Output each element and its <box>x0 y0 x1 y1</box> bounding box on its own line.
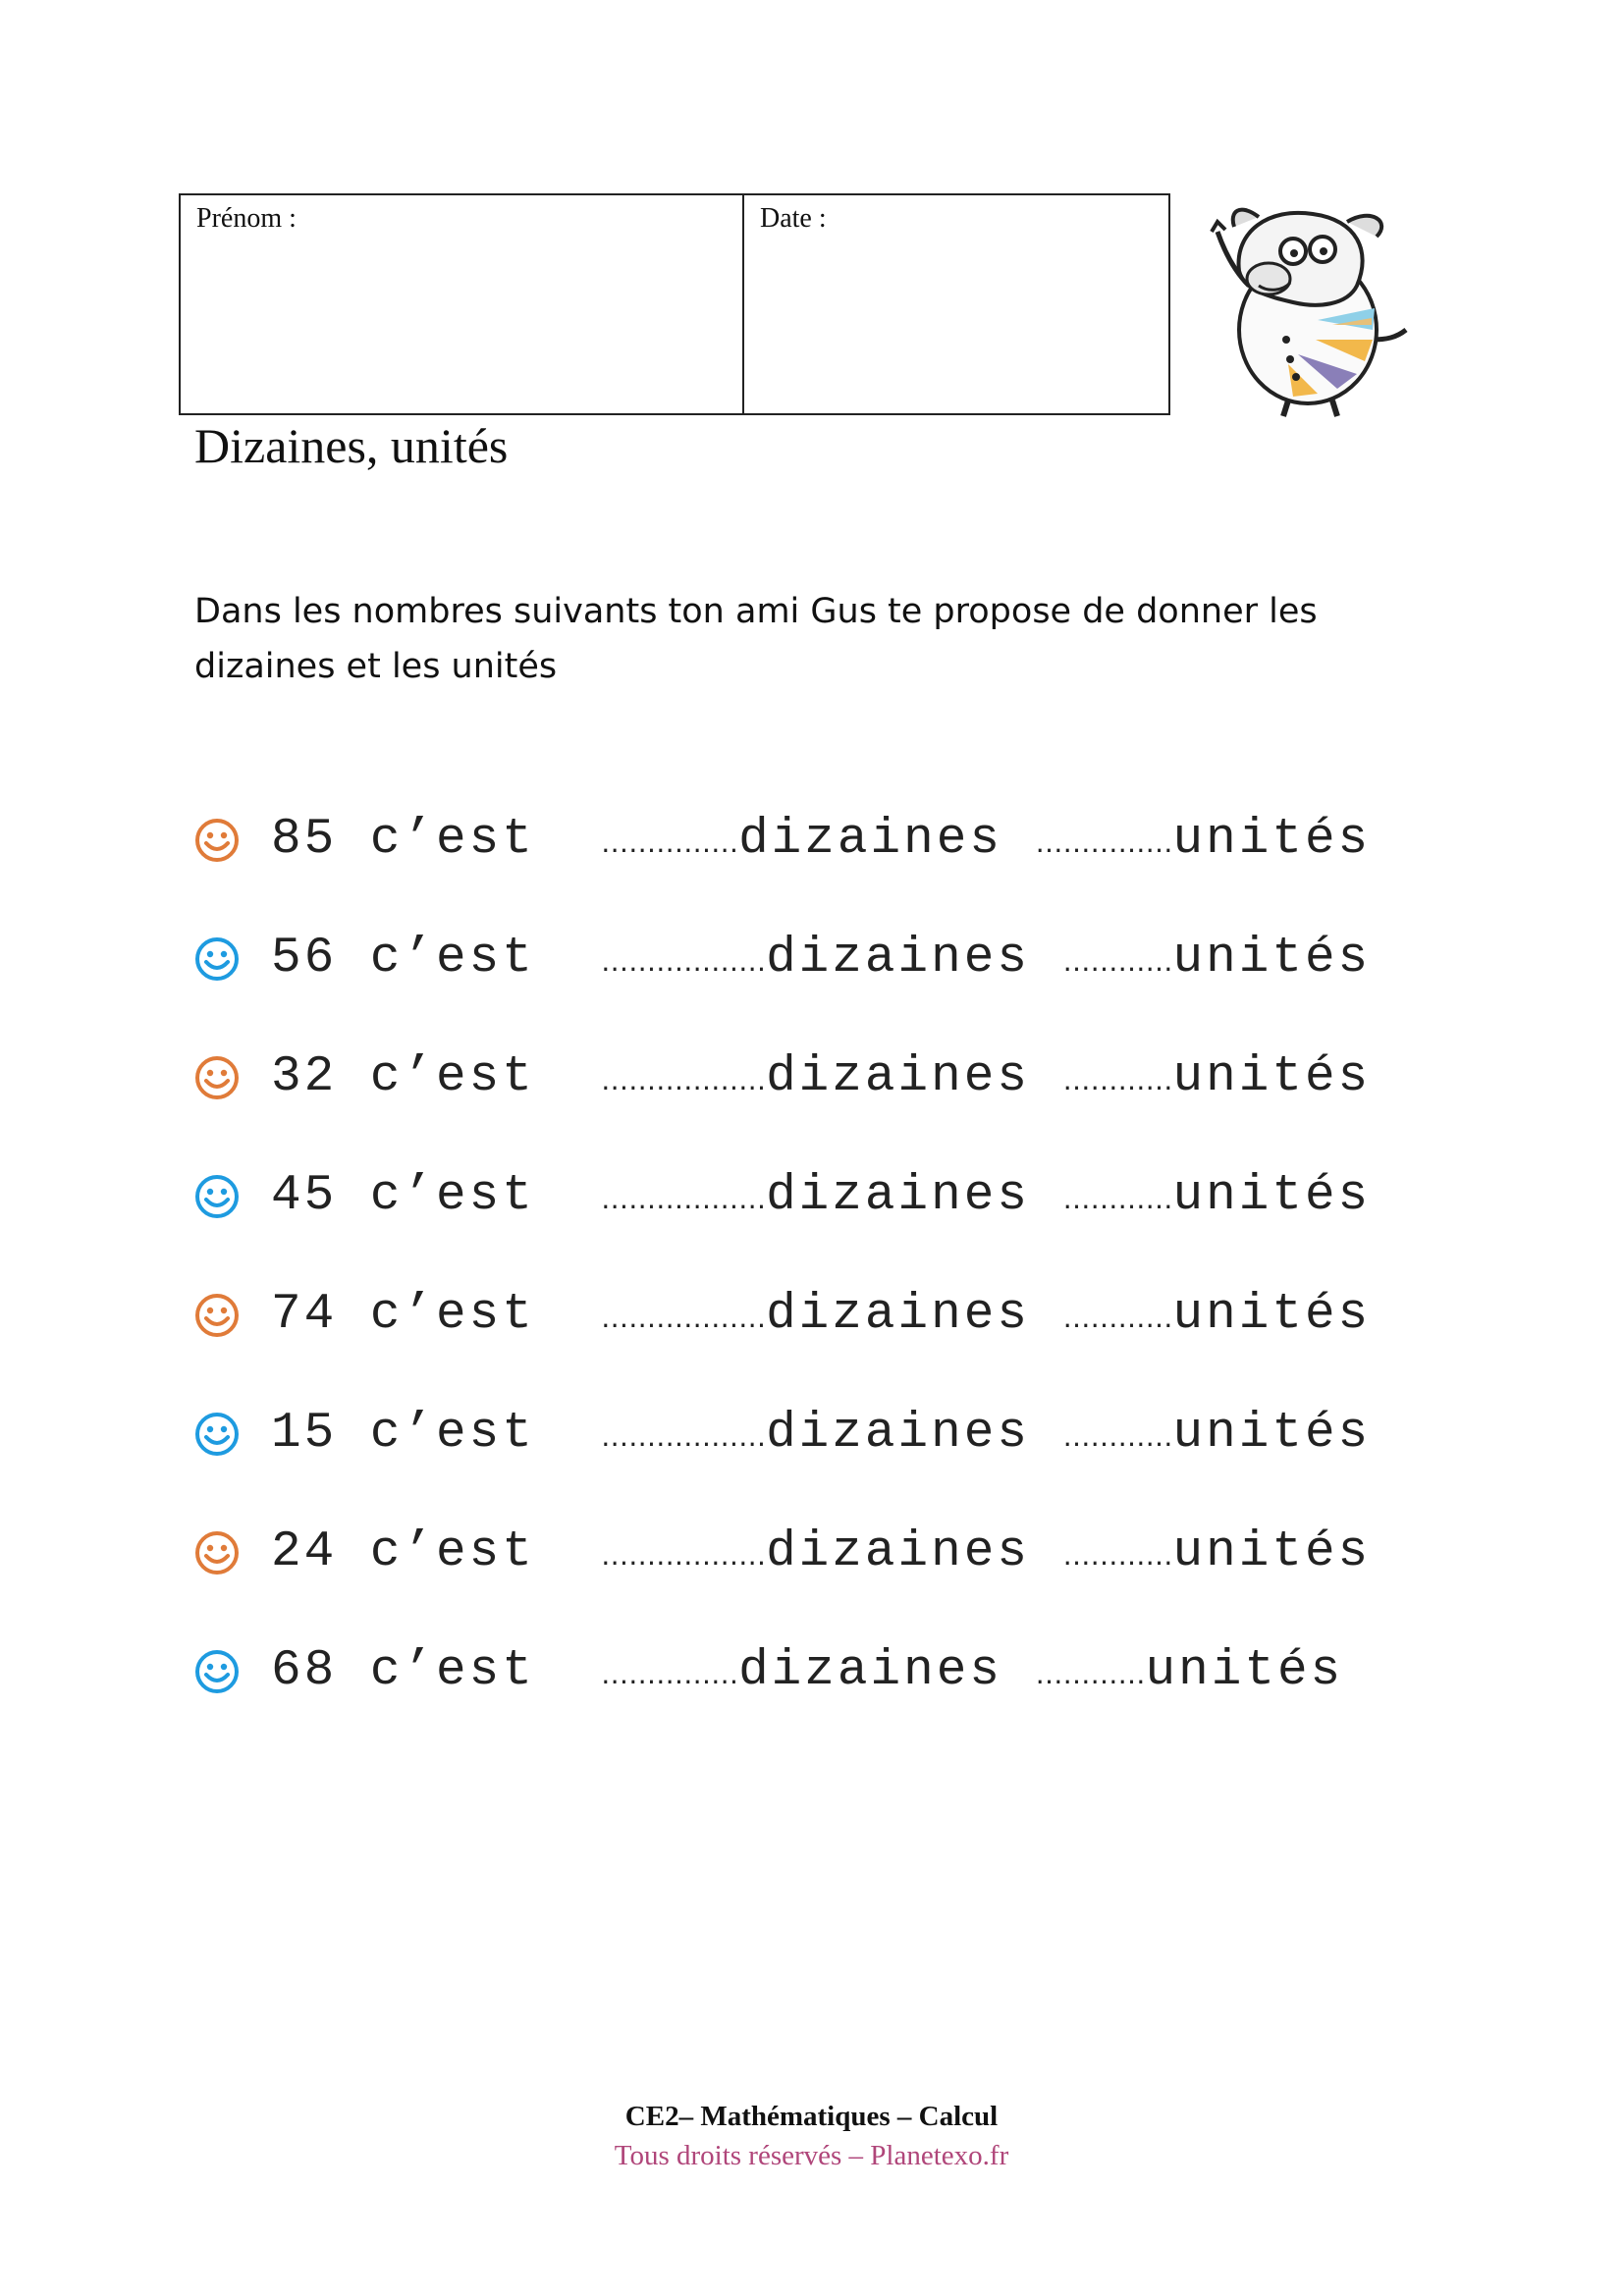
units-answer-blank[interactable]: …………… <box>1035 827 1173 859</box>
tens-word: dizaines <box>738 1643 1002 1699</box>
tens-word: dizaines <box>766 1406 1030 1462</box>
first-name-label: Prénom : <box>196 203 297 234</box>
number-value: 24 <box>271 1524 338 1580</box>
units-answer-blank[interactable]: ………… <box>1062 1420 1173 1453</box>
cest-word: c’est <box>369 1524 535 1580</box>
exercise-row <box>194 1018 1471 1137</box>
exercise-sentence <box>271 1643 1343 1699</box>
exercise-row <box>194 899 1471 1018</box>
number-value: 32 <box>271 1049 338 1105</box>
name-date-box <box>179 193 1170 415</box>
smiley-icon <box>194 1530 240 1575</box>
first-name-field[interactable] <box>181 195 744 413</box>
exercise-row <box>194 780 1471 899</box>
units-answer-blank[interactable]: ………… <box>1062 945 1173 978</box>
units-word: unités <box>1172 1287 1372 1343</box>
units-word: unités <box>1172 812 1372 868</box>
tens-answer-blank[interactable]: ……………… <box>601 1420 767 1453</box>
tens-answer-blank[interactable]: ……………… <box>601 1539 767 1572</box>
units-word: unités <box>1145 1643 1344 1699</box>
smiley-icon <box>194 1293 240 1338</box>
tens-answer-blank[interactable]: ……………… <box>601 1064 767 1096</box>
exercise-sentence <box>271 1524 1371 1580</box>
number-value: 45 <box>271 1168 338 1224</box>
tens-word: dizaines <box>766 1524 1030 1580</box>
tens-word: dizaines <box>766 931 1030 987</box>
number-value: 85 <box>271 812 338 868</box>
units-answer-blank[interactable]: ………… <box>1062 1183 1173 1215</box>
exercise-sentence <box>271 1406 1371 1462</box>
tens-answer-blank[interactable]: ……………… <box>601 1183 767 1215</box>
cest-word: c’est <box>369 812 535 868</box>
exercise-sentence <box>271 931 1371 987</box>
units-word: unités <box>1172 1406 1372 1462</box>
tens-word: dizaines <box>766 1168 1030 1224</box>
exercise-row <box>194 1137 1471 1255</box>
tens-word: dizaines <box>766 1049 1030 1105</box>
tens-word: dizaines <box>738 812 1002 868</box>
units-answer-blank[interactable]: ………… <box>1062 1064 1173 1096</box>
number-value: 68 <box>271 1643 338 1699</box>
footer-course: CE2– Mathématiques – Calcul <box>624 2101 999 2132</box>
tens-word: dizaines <box>766 1287 1030 1343</box>
number-value: 74 <box>271 1287 338 1343</box>
exercise-sentence <box>271 812 1371 868</box>
exercise-sentence <box>271 1287 1371 1343</box>
units-answer-blank[interactable]: ………… <box>1062 1539 1173 1572</box>
cest-word: c’est <box>369 1049 535 1105</box>
units-answer-blank[interactable]: ………… <box>1035 1658 1146 1690</box>
cest-word: c’est <box>369 1406 535 1462</box>
smiley-icon <box>194 818 240 863</box>
number-value: 56 <box>271 931 338 987</box>
smiley-icon <box>194 1412 240 1457</box>
page-title: Dizaines, unités <box>194 418 509 473</box>
tens-answer-blank[interactable]: …………… <box>601 827 739 859</box>
smiley-icon <box>194 1055 240 1100</box>
exercise-row <box>194 1612 1471 1731</box>
number-value: 15 <box>271 1406 338 1462</box>
date-label: Date : <box>760 203 827 234</box>
exercise-list <box>194 780 1471 1731</box>
tens-answer-blank[interactable]: …………… <box>601 1658 739 1690</box>
date-field[interactable] <box>744 195 1168 413</box>
cest-word: c’est <box>369 1643 535 1699</box>
footer-rights: Tous droits réservés – Planetexo.fr <box>614 2140 1009 2171</box>
instructions-text: Dans les nombres suivants ton ami Gus te propose de donner les dizaines et les unités <box>194 592 1318 686</box>
units-word: unités <box>1172 1168 1372 1224</box>
exercise-row <box>194 1374 1471 1493</box>
tens-answer-blank[interactable]: ……………… <box>601 945 767 978</box>
exercise-sentence <box>271 1049 1371 1105</box>
smiley-icon <box>194 1649 240 1694</box>
tens-answer-blank[interactable]: ……………… <box>601 1302 767 1334</box>
units-word: unités <box>1172 1049 1372 1105</box>
cest-word: c’est <box>369 1168 535 1224</box>
units-word: unités <box>1172 931 1372 987</box>
cest-word: c’est <box>369 1287 535 1343</box>
units-word: unités <box>1172 1524 1372 1580</box>
cest-word: c’est <box>369 931 535 987</box>
exercise-row <box>194 1255 1471 1374</box>
smiley-icon <box>194 1174 240 1219</box>
gus-mascot-illustration <box>1200 192 1414 418</box>
smiley-icon <box>194 936 240 982</box>
units-answer-blank[interactable]: ………… <box>1062 1302 1173 1334</box>
exercise-row <box>194 1493 1471 1612</box>
exercise-sentence <box>271 1168 1371 1224</box>
